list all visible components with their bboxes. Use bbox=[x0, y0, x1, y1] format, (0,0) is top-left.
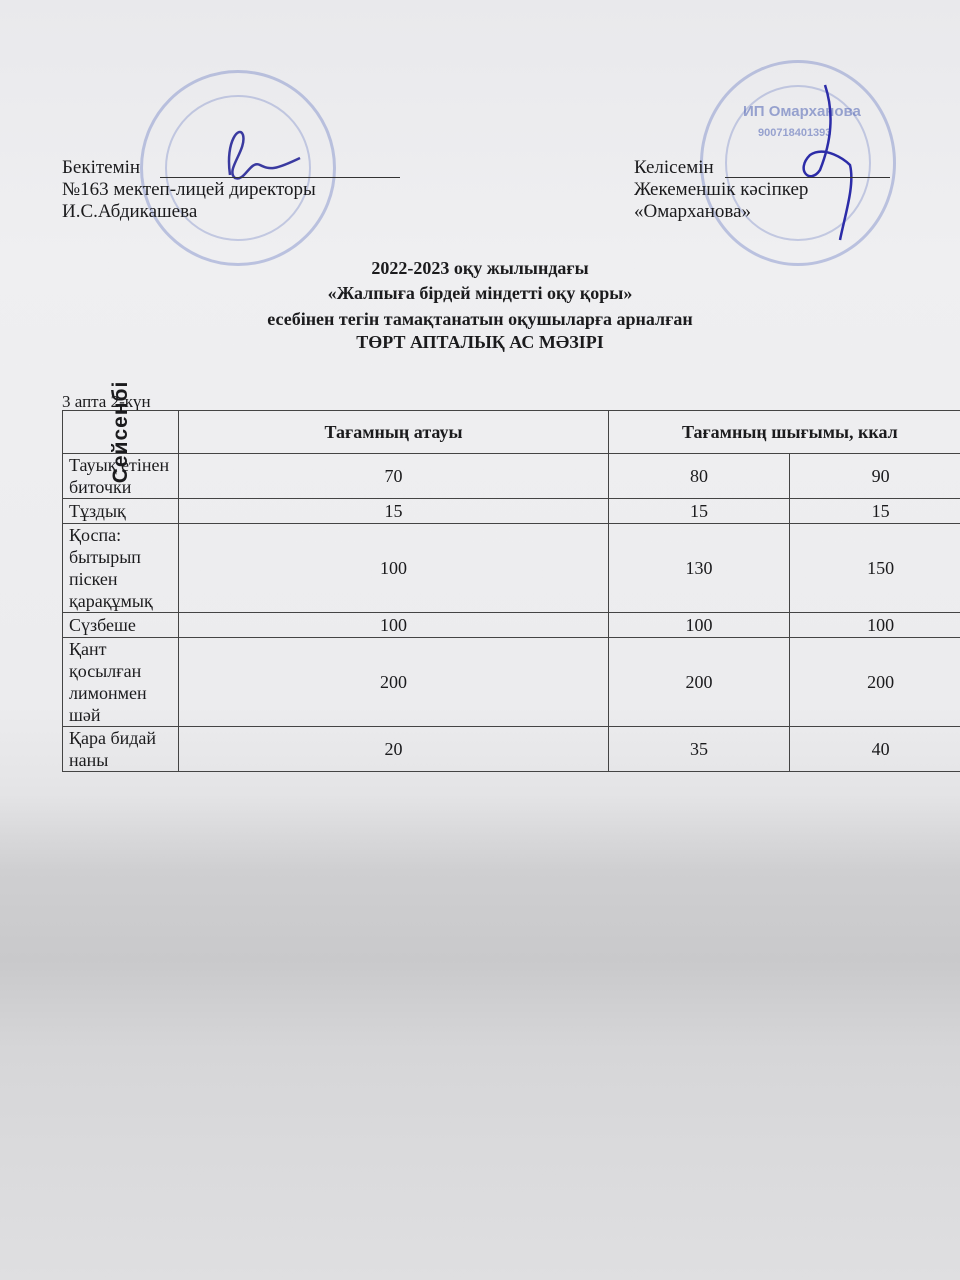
weekday-label: Сейсенбі bbox=[108, 380, 132, 484]
stamp-name: ИП Омарханова bbox=[743, 103, 861, 120]
title-line-4: ТӨРТ АПТАЛЫҚ АС МӘЗІРІ bbox=[356, 332, 604, 352]
dish-output-v1: 200 bbox=[179, 638, 608, 727]
title-line-3: есебінен тегін тамақтанатын оқушыларға арналған bbox=[267, 309, 693, 329]
dish-output-v1: 15 bbox=[179, 499, 608, 524]
title-line-1: 2022-2023 оқу жылындағы bbox=[371, 258, 589, 278]
dish-output-v3: 15 bbox=[790, 499, 960, 524]
dish-name: Тауық етінен биточки bbox=[63, 454, 179, 499]
dish-output-v3: 100 bbox=[790, 613, 960, 638]
dish-name: Қоспа: бытырып піскен қарақұмық bbox=[63, 524, 179, 613]
table-row bbox=[63, 524, 960, 613]
dish-output-v3: 40 bbox=[790, 727, 960, 772]
dish-name: Қара бидай наны bbox=[63, 727, 179, 772]
dish-output-v1: 100 bbox=[179, 613, 608, 638]
header-output: Тағамның шығымы, ккал bbox=[608, 411, 960, 454]
dish-output-v2: 35 bbox=[608, 727, 790, 772]
agreement-label: Келісемін bbox=[634, 157, 714, 178]
agreement-block bbox=[634, 157, 808, 223]
stamp-id: 900718401393 bbox=[758, 127, 832, 139]
dish-output-v3: 150 bbox=[790, 524, 960, 613]
dish-output-v2: 200 bbox=[608, 638, 790, 727]
table-row bbox=[63, 499, 960, 524]
dish-output-v1: 70 bbox=[179, 454, 608, 499]
dish-output-v2: 80 bbox=[608, 454, 790, 499]
agreement-person: «Омарханова» bbox=[634, 201, 752, 222]
agreement-position: Жекеменшік кәсіпкер bbox=[634, 179, 809, 200]
dish-output-v3: 90 bbox=[790, 454, 960, 499]
title-line-2: «Жалпыға бірдей міндетті оқу қоры» bbox=[327, 283, 633, 303]
approval-signature-line bbox=[160, 177, 400, 178]
dish-output-v3: 200 bbox=[790, 638, 960, 727]
dish-output-v2: 100 bbox=[608, 613, 790, 638]
approval-block bbox=[62, 157, 316, 223]
header-dish-name: Тағамның атауы bbox=[179, 411, 608, 454]
dish-output-v1: 100 bbox=[179, 524, 608, 613]
table-row bbox=[63, 613, 960, 638]
dish-output-v2: 130 bbox=[608, 524, 790, 613]
agreement-signature-line bbox=[725, 177, 890, 178]
dish-output-v2: 15 bbox=[608, 499, 790, 524]
dish-name: Қант қосылған лимонмен шәй bbox=[63, 638, 179, 727]
table-row bbox=[63, 454, 960, 499]
dish-name: Тұздық bbox=[63, 499, 179, 524]
approval-position: №163 мектеп-лицей директоры bbox=[62, 179, 316, 200]
day-label: 3 апта 2-күн bbox=[62, 392, 151, 411]
table-row bbox=[63, 727, 960, 772]
approval-person: И.С.Абдикашева bbox=[62, 201, 198, 222]
dish-name: Сүзбеше bbox=[63, 613, 179, 638]
dish-output-v1: 20 bbox=[179, 727, 608, 772]
table-row bbox=[63, 638, 960, 727]
approval-label: Бекітемін bbox=[62, 157, 141, 178]
table-header-row bbox=[63, 411, 960, 454]
